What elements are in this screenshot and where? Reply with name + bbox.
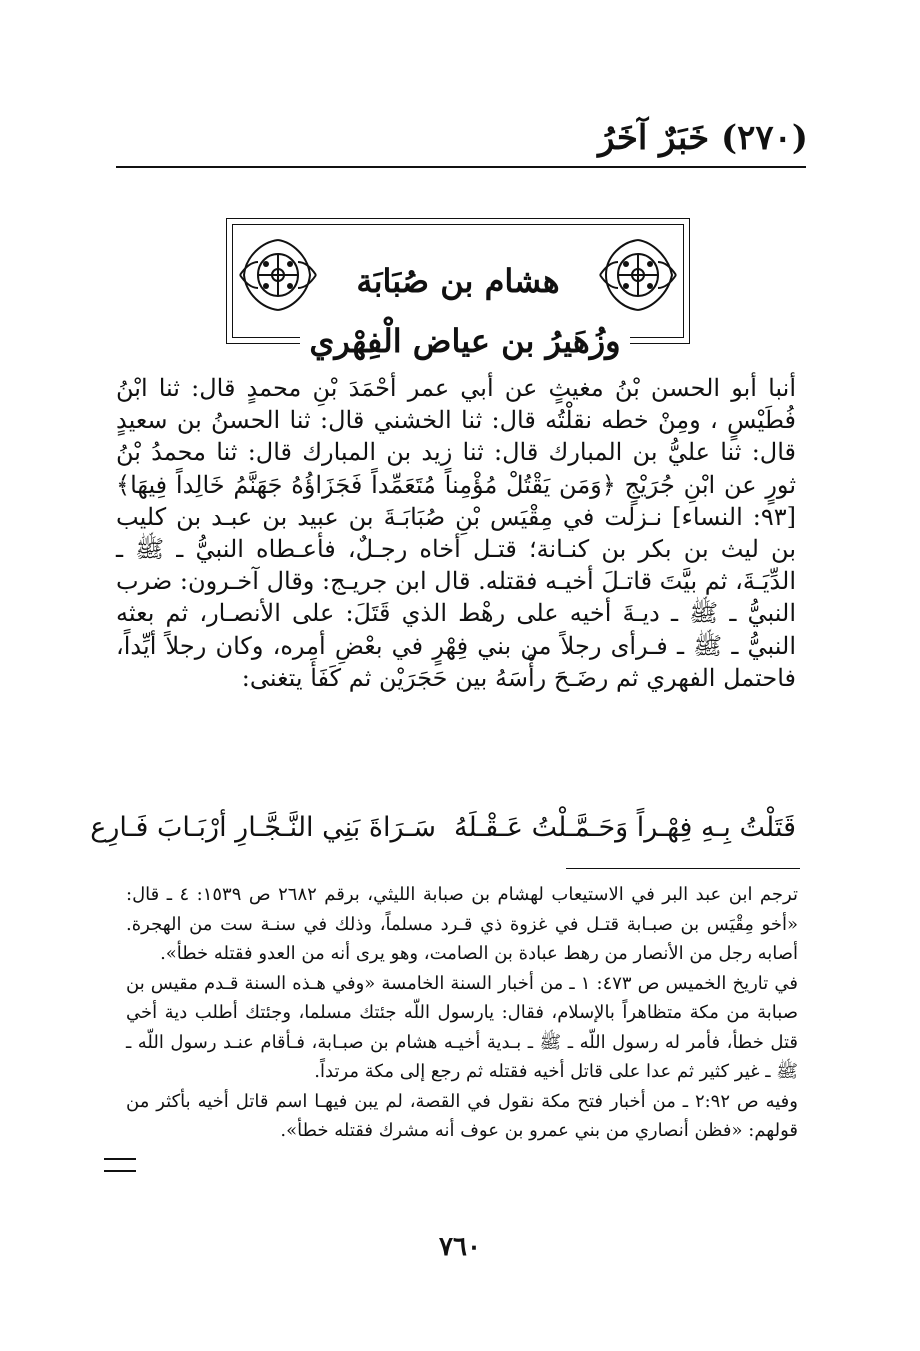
section-title-line2: وزُهَيرُ بن عياض الْفِهْري [300,318,630,364]
main-text [116,372,796,694]
header-rule [116,166,806,168]
section-title-line1: هشام بن صُبَابَة [356,262,560,300]
footnote-paragraph: وفيه ص ٢:٩٢ ـ من أخبار فتح مكة نقول في القصة، لم يبن فيهـا اسم قاتل أخيه بأكثر من قولهم: «فظن أنصاري من بني عمرو بن عوف أنه مشرك فقتله خطأ». [126,1090,798,1141]
footnote-paragraph: في تاريخ الخميس ص ٤٧٣: ١ ـ من أخبار السنة الخامسة «وفي هـذه السنة قـدم مقيس بن صبابة من مكة متظاهراً بالإسلام، فقال: يارسول اللّه جئتك مسلما، وجئتك أطلب دية أخي قتل خطأ، فأمر له رسول اللّه ـ ﷺ ـ بـدية أخيـه هشام بن صبـابة، فـأقام عنـد رسول اللّه ـ ﷺ ـ غير كثير ثم عدا على قاتل أخيه فقتله ثم رجع إلى مكة مرتداً. [126,972,798,1082]
footnote-paragraph: ترجم ابن عبد البر في الاستيعاب لهشام بن صبابة الليثي، برقم ٢٦٨٢ ص ١٥٣٩: ٤ ـ قال: «أخو مِقْيَس بن صبـابة قتـل في غزوة ذي قـرد مسلماً، وذلك في سنـة ست من الهجرة. أصابه رجل من الأنصار من رهط عبادة بن الصامت، وهو يرى أنه من العدو فقتله خطأ». [126,884,798,964]
poetry-verse [90,806,796,850]
footnote-continuation-marker [104,1158,136,1172]
page-number: ٧٦٠ [439,1232,481,1262]
footnote-rule [566,868,800,869]
verse-second-hemistich: سَـرَاةَ بَنِي النَّـجَّـارِ أرْبَـابَ فَـارِع [90,812,436,843]
arabesque-ornament-icon [592,232,684,318]
main-paragraph: أنبا أبو الحسن بْنُ مغيثٍ عن أبي عمر أحْمَدَ بْنِ محمدٍ قال: ثنا ابْنُ فُطَيْسٍ ، ومِنْ خطه نقلْتُه قال: ثنا الخشني قال: ثنا الحسنُ بن سعيدٍ قال: ثنا عليُّ بن المبارك قال: ثنا زيد بن المبارك قال: ثنا محمدُ بْنُ ثورٍ عن ابْنِ جُرَيْجٍ ﴿وَمَن يَقْتُلْ مُؤْمِناً مُتَعَمِّداً فَجَزَاؤُهُ جَهَنَّمُ خَالِداً فِيهَا﴾ [٩٣: النساء] نـزلت في مِقْيَس بْنِ صُبَابَـةَ بن عبيد بن عبـد بن كليب بن ليث بن بكر بن كنـانة؛ قتـل أخاه رجـلٌ، فأعـطاه النبيُّ ـ ﷺ ـ الدِّيَـةَ، ثم بيَّتَ قاتـلَ أخيـه فقتله. قال ابن جريـج: وقال آخـرون: ضرب النبيُّ ـ ﷺ ـ ديـةَ أخيه على رهْط الذي قَتَلَ: على الأنصـار، ثم بعثه النبيُّ ـ ﷺ ـ فـرأى رجلاً من بني فِهْرٍ في بعْضِ أمره، وكان رجلاً أيِّداً، فاحتمل الفهري ثم رضَـحَ رأْسَهُ بين حَجَرَيْن ثم كَفَأَ يتغنى: [116,374,797,692]
verse-first-hemistich: قَتَلْتُ بِـهِ فِهْـراً وَحَـمَّـلْتُ عَـقْـلَهُ [453,812,796,843]
arabesque-ornament-icon [232,232,324,318]
footnotes [126,880,798,1146]
running-title: (٢٧٠) خَبَرٌ آخَرُ [598,118,808,158]
